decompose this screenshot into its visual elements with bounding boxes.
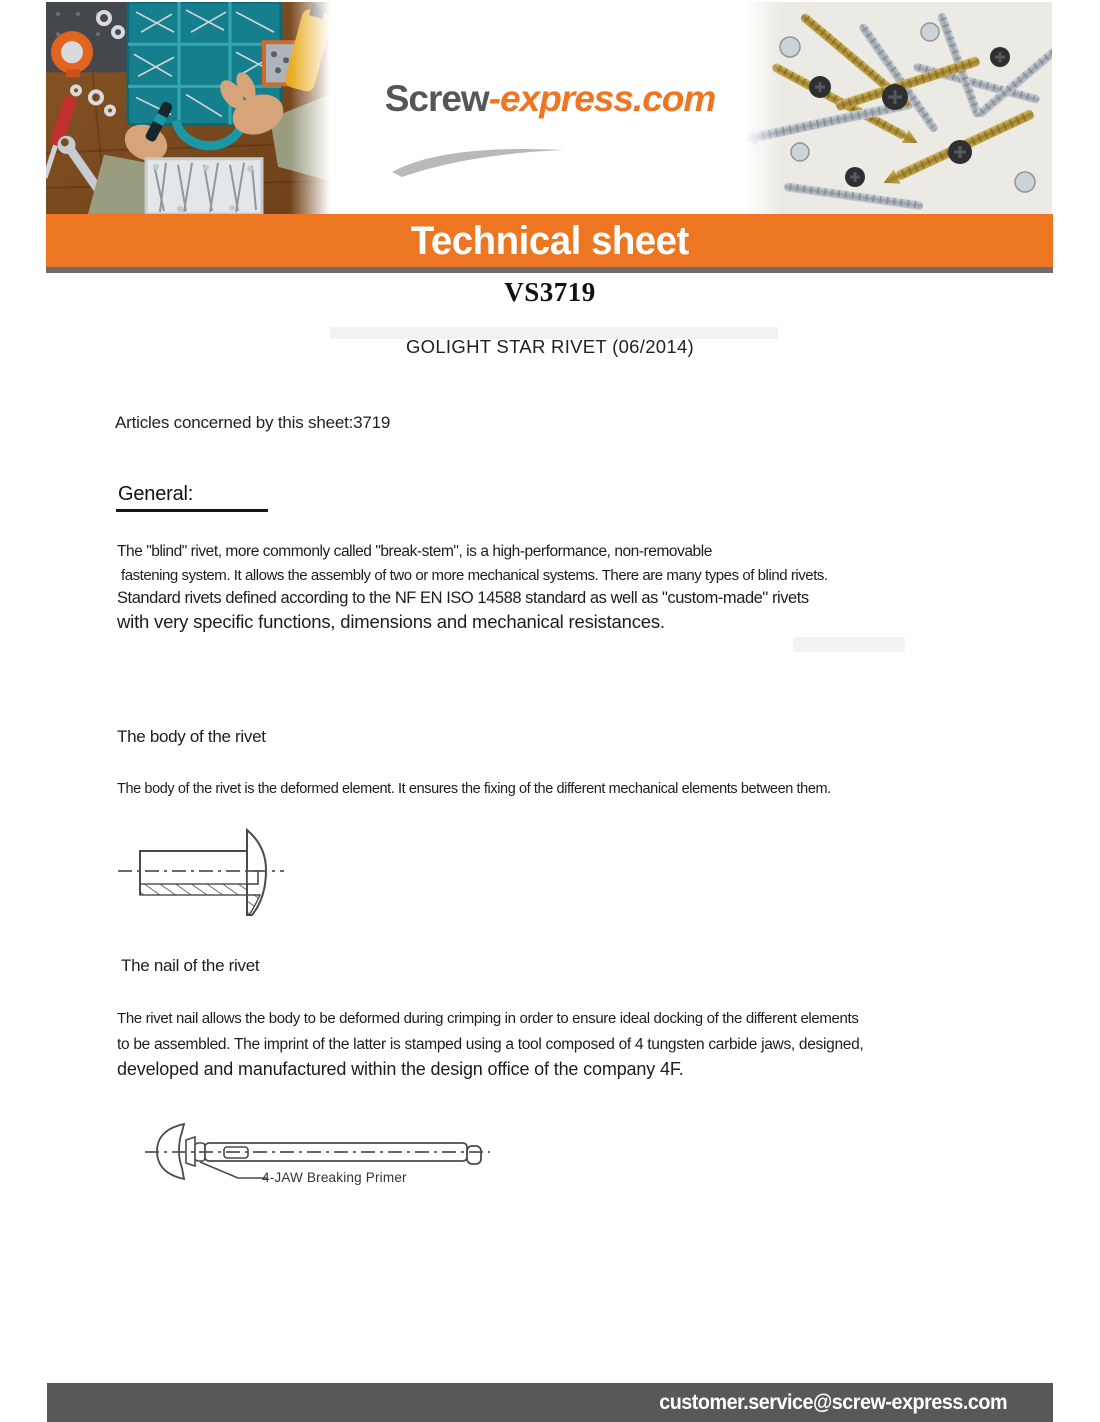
nail-line: to be assembled. The imprint of the latter is stamped using a tool composed of 4 tungsten carbide jaws, designed, [117,1036,864,1053]
brand-logo-express: -express.com [488,78,716,119]
general-line: The "blind" rivet, more commonly called "break-stem", is a high-performance, non-removable [117,543,712,560]
general-heading: General: [118,483,194,505]
banner-title: Technical sheet [410,219,689,263]
general-line: Standard rivets defined according to the NF EN ISO 14588 standard as well as "custom-made" rivets [117,589,809,607]
articles-line: Articles concerned by this sheet:3719 [115,413,391,432]
nail-line: The rivet nail allows the body to be deformed during crimping in order to ensure ideal docking of the different elements [117,1010,859,1027]
general-line: with very specific functions, dimensions and mechanical resistances. [117,611,665,632]
brand-logo-screw: Screw [384,78,489,119]
page-title: VS3719 [504,277,596,307]
page-subtitle: GOLIGHT STAR RIVET (06/2014) [405,336,695,357]
footer-email: customer.service@screw-express.com [659,1391,1007,1414]
body-section-heading: The body of the rivet [117,727,266,746]
nail-paragraph [117,1006,1007,1082]
general-paragraph [117,540,997,634]
general-underline [116,509,268,512]
screws-photo [745,2,1052,218]
body-section-text: The body of the rivet is the deformed element. It ensures the fixing of the different mechanical elements between them. [117,781,831,797]
workbench-photo [46,2,330,214]
rivet-body-diagram [112,818,302,926]
brand-logo [340,78,760,120]
nail-line: developed and manufactured within the design office of the company 4F. [117,1059,684,1079]
banner-rule [46,267,1053,273]
nail-diagram-label: 4-JAW Breaking Primer [262,1170,407,1185]
general-line: fastening system. It allows the assembly of two or more mechanical systems. There are many types of blind rivets. [121,567,828,584]
nail-section-heading: The nail of the rivet [121,956,260,975]
logo-swoosh [388,140,568,178]
footer-bar [47,1383,1053,1422]
scan-artifact [793,637,905,652]
technical-sheet-banner [46,214,1053,267]
